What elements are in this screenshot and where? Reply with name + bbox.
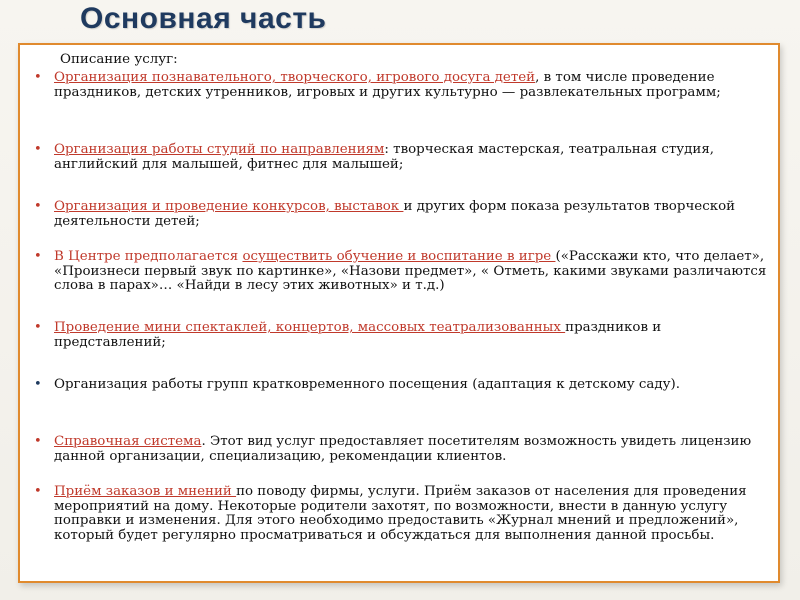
item-highlight: Проведение мини спектаклей, концертов, массовых театрализованных	[54, 320, 566, 335]
item-text: и других форм показа результатов творческой деятельности детей;	[54, 199, 736, 229]
bullet-icon: •	[34, 249, 42, 264]
list-item	[30, 435, 775, 464]
list-item	[30, 71, 775, 100]
list-item	[30, 321, 775, 350]
item-text: по поводу фирмы, услуги. Приём заказов от населения для проведения мероприятий на дому. Некоторые родители захотят, по возможности, внести в данную услугу поправки и изменения. Для этого необходимо предоставить «Журнал мнений и предложений», который будет регулярно просматриваться и обсуждаться для выполнения данной просьбы.	[54, 484, 747, 543]
item-text: праздников и представлений;	[54, 320, 662, 350]
item-text: . Этот вид услуг предоставляет посетителям возможность увидеть лицензию данной организации, специализацию, рекомендации клиентов.	[54, 434, 752, 464]
bullet-icon: •	[34, 320, 42, 335]
list-item	[30, 250, 775, 294]
list-item	[30, 378, 775, 393]
item-prefix: В Центре предполагается	[54, 249, 243, 264]
item-text: : творческая мастерская, театральная студия, английский для малышей, фитнес для малышей;	[54, 142, 715, 172]
item-highlight: Организация познавательного, творческого, игрового досуга детей	[54, 70, 536, 85]
bullet-icon: •	[34, 70, 42, 85]
bullet-icon: •	[34, 199, 42, 214]
item-text: , в том числе проведение праздников, детских утренников, игровых и других культурно — развлекательных программ;	[54, 70, 721, 100]
list-item	[30, 200, 775, 229]
item-text: («Расскажи кто, что делает», «Произнеси первый звук по картинке», «Назови предмет», « Отметь, какими звуками различаются слова в парах»… «Найди в лесу этих животных» и т.д.)	[54, 249, 767, 294]
item-highlight: Организация и проведение конкурсов, выставок	[54, 199, 404, 214]
bullet-icon: •	[34, 484, 42, 499]
bullet-icon: •	[34, 377, 42, 392]
item-highlight: Организация работы студий по направлениям	[54, 142, 385, 157]
item-text: Организация работы групп кратковременного посещения (адаптация к детскому саду).	[54, 377, 680, 392]
bullet-icon: •	[34, 434, 42, 449]
item-highlight: Приём заказов и мнений	[54, 484, 237, 499]
services-heading: Описание услуг:	[60, 52, 178, 67]
page-title: Основная часть	[80, 2, 327, 35]
item-highlight: осуществить обучение и воспитание в игре	[242, 249, 556, 264]
services-content	[30, 52, 775, 543]
item-highlight: Справочная система	[54, 434, 202, 449]
list-item	[30, 485, 775, 543]
content-panel	[18, 43, 780, 583]
bullet-icon: •	[34, 142, 42, 157]
list-item	[30, 143, 775, 172]
